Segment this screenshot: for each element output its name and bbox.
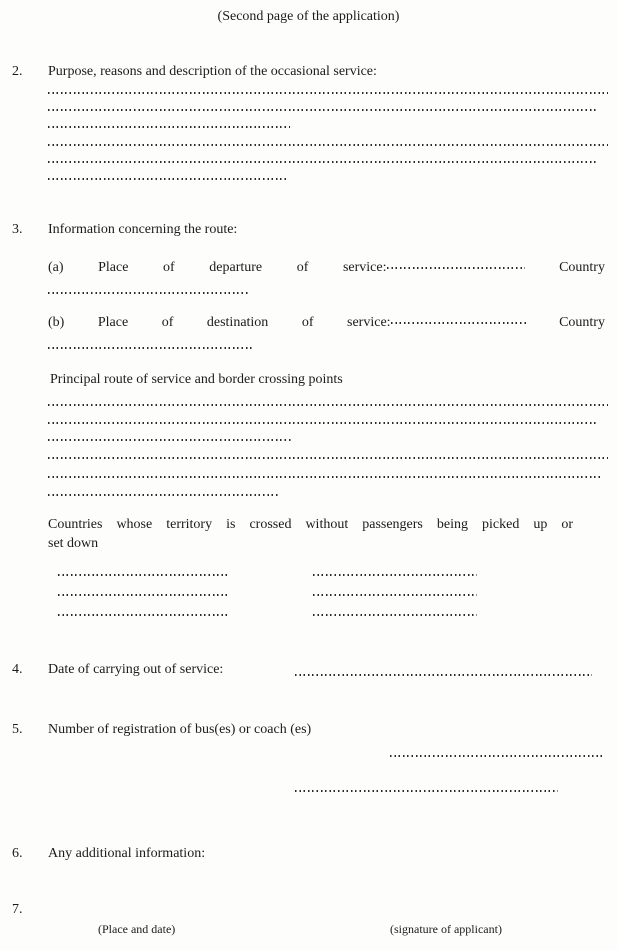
item-6-number: 6. xyxy=(12,846,23,861)
principal-route-blank-4 xyxy=(48,457,608,459)
countries-blank-left-2 xyxy=(58,594,230,596)
item-5-blank-1 xyxy=(390,755,605,757)
item-4-label: Date of carrying out of service: xyxy=(48,662,224,677)
principal-route-blank-5 xyxy=(48,476,600,478)
item-2-blank-line-1 xyxy=(48,92,608,94)
item-3b-service-blank xyxy=(391,322,526,324)
item-3b-word-4: of xyxy=(301,315,314,330)
item-3b-country-blank xyxy=(48,347,253,349)
item-3b-word-3: destination xyxy=(206,315,269,330)
item-3a-word-1: Place xyxy=(98,260,129,275)
principal-route-blank-1 xyxy=(48,404,608,406)
item-7-number: 7. xyxy=(12,902,23,917)
countries-blank-right-1 xyxy=(313,574,477,576)
countries-blank-right-2 xyxy=(313,594,477,596)
countries-label-line-1: Countries whose territory is crossed without passengers being picked up or xyxy=(48,517,573,532)
item-5-label: Number of registration of bus(es) or coach (es) xyxy=(48,722,312,737)
item-3a-row xyxy=(48,259,605,276)
item-2-label: Purpose, reasons and description of the occasional service: xyxy=(48,64,377,79)
item-3a-service-field xyxy=(343,259,525,276)
item-3a-word-4: of xyxy=(296,260,309,275)
item-2-blank-line-3 xyxy=(48,126,290,128)
item-3a-service-label: service: xyxy=(342,260,387,275)
item-3a-country-label: Country xyxy=(559,260,605,275)
principal-route-label: Principal route of service and border crossing points xyxy=(50,372,343,387)
item-3b-row xyxy=(48,314,605,331)
item-6-label: Any additional information: xyxy=(48,846,206,861)
principal-route-blank-3 xyxy=(48,439,293,441)
principal-route-blank-2 xyxy=(48,422,596,424)
countries-label-line-2: set down xyxy=(48,536,99,551)
item-5-number: 5. xyxy=(12,722,23,737)
item-3-number: 3. xyxy=(12,222,23,237)
item-3a-tag: (a) xyxy=(48,260,64,275)
item-4-blank xyxy=(295,674,592,676)
item-3a-country-blank xyxy=(48,292,248,294)
item-2-blank-line-5 xyxy=(48,161,596,163)
item-3b-service-field xyxy=(347,314,526,331)
item-3a-word-2: of xyxy=(163,260,175,275)
item-3b-country-label: Country xyxy=(559,315,605,330)
item-3b-tag: (b) xyxy=(48,315,65,330)
item-5-blank-2 xyxy=(295,790,558,792)
countries-blank-left-3 xyxy=(58,614,230,616)
item-3b-word-2: of xyxy=(161,315,174,330)
item-2-blank-line-4 xyxy=(48,144,608,146)
principal-route-blank-6 xyxy=(48,494,280,496)
item-3a-service-blank xyxy=(387,267,525,269)
item-3b-service-label: service: xyxy=(347,315,391,330)
item-2-blank-line-6 xyxy=(48,178,288,180)
page-title: (Second page of the application) xyxy=(217,9,400,24)
countries-blank-right-3 xyxy=(313,614,477,616)
countries-blank-left-1 xyxy=(58,574,230,576)
item-3-label: Information concerning the route: xyxy=(48,222,238,237)
place-and-date-label: (Place and date) xyxy=(98,922,176,936)
item-4-number: 4. xyxy=(12,662,23,677)
item-2-number: 2. xyxy=(12,64,23,79)
item-2-blank-line-2 xyxy=(48,109,596,111)
item-3a-word-3: departure xyxy=(209,260,263,275)
signature-of-applicant-label: (signature of applicant) xyxy=(390,922,502,936)
item-3b-word-1: Place xyxy=(97,315,129,330)
